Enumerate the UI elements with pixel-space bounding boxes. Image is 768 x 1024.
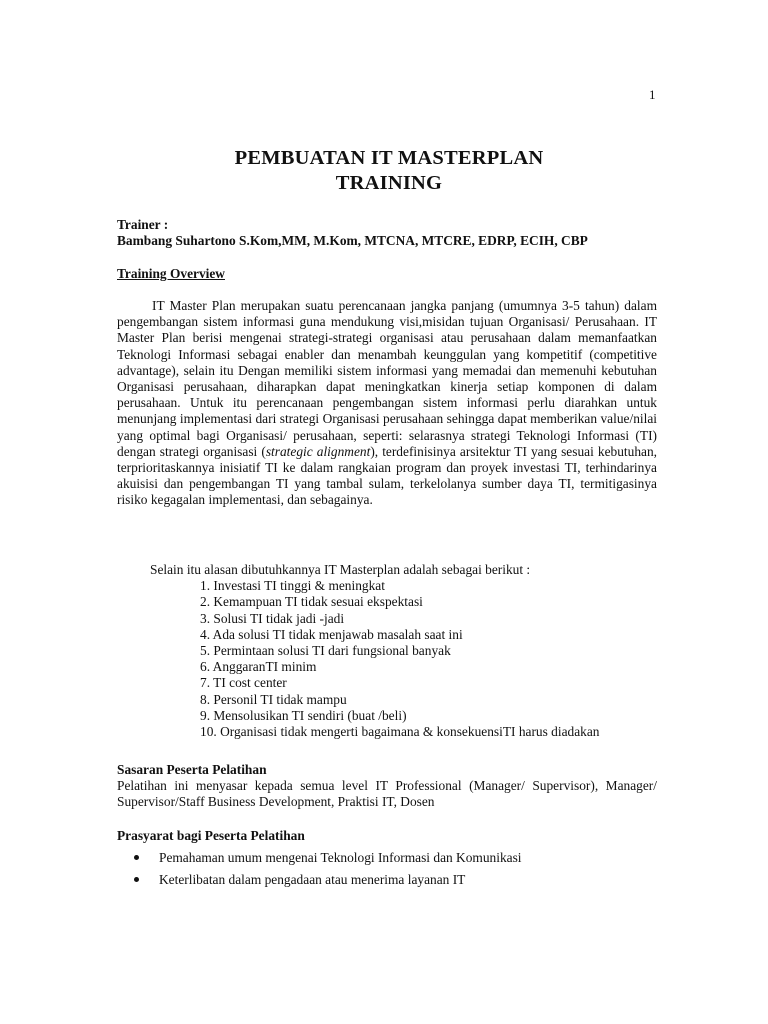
title-line-2: TRAINING: [335, 172, 443, 194]
document-title: [0, 146, 768, 196]
reasons-list: [150, 578, 670, 740]
overview-text-after: ), terdefinisinya arsitektur TI yang sesuai kebutuhan, terprioritaskannya inisiatif TI ke dalam rangkaian program dan proyek investasi TI, terhindarinya akuisisi dan pengembangan TI yang tambal sulam, terkelolanya sumber daya TI, termitigasinya risiko kegagalan implementasi, dan sebagainya.: [117, 443, 658, 508]
overview-heading: Training Overview: [117, 266, 225, 281]
prasyarat-item-text: Pemahaman umum mengenai Teknologi Informasi dan Komunikasi: [159, 850, 522, 865]
prasyarat-list: [117, 850, 657, 894]
page-number: 1: [649, 87, 656, 102]
reasons-intro: Selain itu alasan dibutuhkannya IT Masterplan adalah sebagai berikut :: [150, 562, 531, 577]
prasyarat-item-1: [117, 850, 657, 872]
bullet-icon: [134, 855, 139, 860]
trainer-name: Bambang Suhartono S.Kom,MM, M.Kom, MTCNA, MTCRE, EDRP, ECIH, CBP: [117, 233, 588, 249]
reason-item-1: 1. Investasi TI tinggi & meningkat: [200, 578, 385, 594]
reason-item-10: 10. Organisasi tidak mengerti bagaimana & konsekuensiTI harus diadakan: [200, 724, 600, 740]
sasaran-paragraph: Pelatihan ini menyasar kepada semua level IT Professional (Manager/ Supervisor), Manager/ Supervisor/Staff Business Development, Praktisi IT, Dosen: [117, 778, 657, 810]
trainer-label: Trainer :: [117, 217, 169, 232]
prasyarat-item-text: Keterlibatan dalam pengadaan atau menerima layanan IT: [159, 872, 466, 887]
title-line-1: PEMBUATAN IT MASTERPLAN: [234, 147, 544, 169]
reason-item-2: 2. Kemampuan TI tidak sesuai ekspektasi: [200, 594, 423, 610]
reason-item-3: 3. Solusi TI tidak jadi -jadi: [200, 610, 345, 626]
trainer-section: [117, 217, 657, 249]
sasaran-heading: Sasaran Peserta Pelatihan: [117, 762, 267, 777]
prasyarat-item-2: [117, 872, 657, 894]
reason-item-4: 4. Ada solusi TI tidak menjawab masalah saat ini: [200, 626, 463, 642]
reasons-section: [150, 562, 670, 740]
overview-text-before: IT Master Plan merupakan suatu perencanaan jangka panjang (umumnya 3-5 tahun) dalam pengembangan sistem informasi guna mendukung visi,misidan tujuan Organisasi/ Perusahaan. IT Master Plan berisi mengenai strategi-strategi organisasi atau perusahaan dalam memanfaatkan Teknologi Informasi sebagai enabler dan menambah keunggulan yang kompetitif (competitive advantage), selain itu Dengan memiliki sistem informasi yang memadai dan memenuhi kebutuhan Organisasi perusahaan, diharapkan dapat meningkatkan kinerja setiap komponen di dalam perusahaan. Untuk itu perencanaan pengembangan sistem informasi perlu diarahkan untuk menunjang implementasi dari strategi Organisasi perusahaan sehingga dapat memberikan value/nilai yang optimal bagi Organisasi/ perusahaan, seperti: selarasnya strategi Teknologi Informasi (TI) dengan strategi organisasi (: [117, 298, 657, 459]
reason-item-5: 5. Permintaan solusi TI dari fungsional banyak: [200, 643, 451, 659]
reason-item-6: 6. AnggaranTI minim: [200, 659, 317, 675]
overview-text-italic: strategic alignment: [265, 443, 371, 459]
reason-item-9: 9. Mensolusikan TI sendiri (buat /beli): [200, 707, 407, 723]
overview-paragraph: [117, 298, 657, 509]
reason-item-8: 8. Personil TI tidak mampu: [200, 691, 347, 707]
prasyarat-heading: Prasyarat bagi Peserta Pelatihan: [117, 828, 305, 843]
bullet-icon: [134, 877, 139, 882]
reason-item-7: 7. TI cost center: [200, 675, 287, 691]
